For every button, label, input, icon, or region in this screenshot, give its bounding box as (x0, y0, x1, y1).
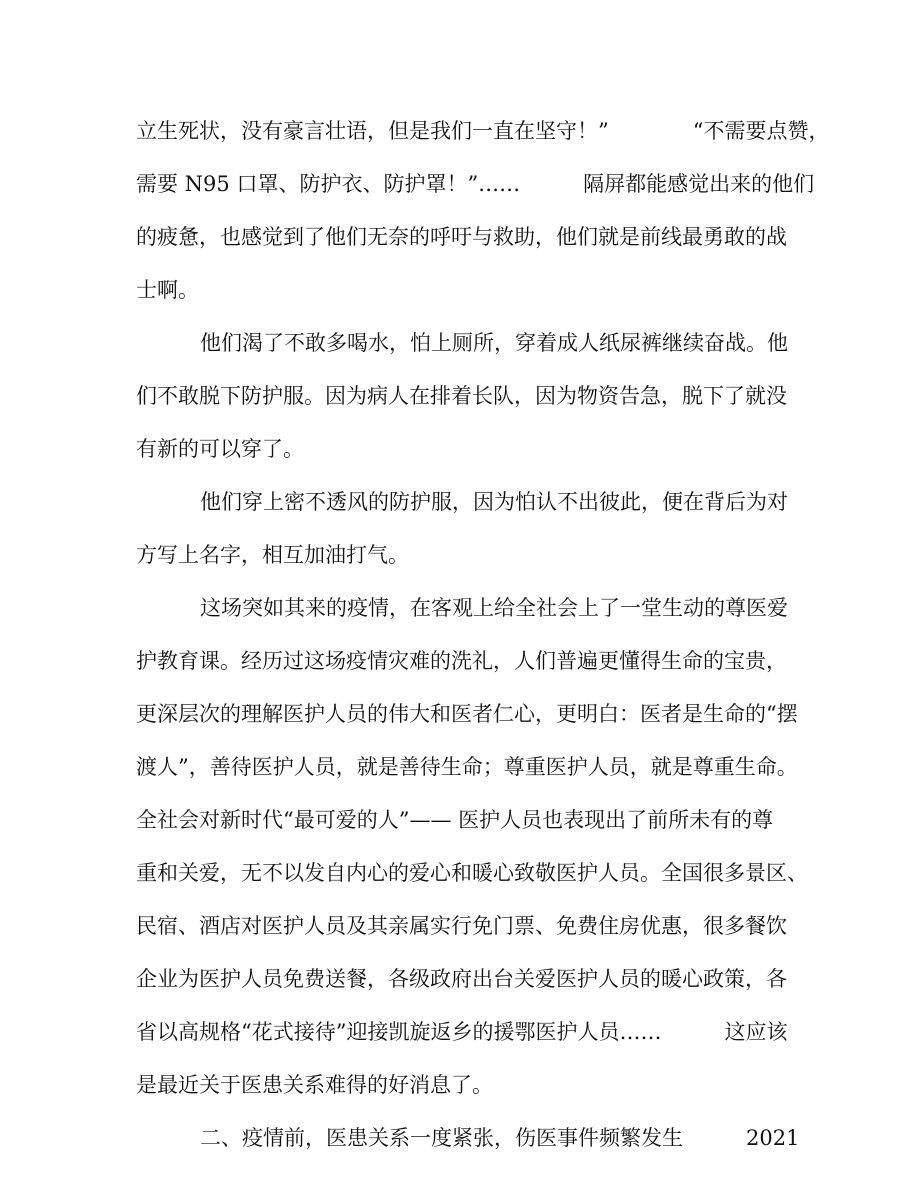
text-line-6: 们不敢脱下防护服。因为病人在排着长队，因为物资告急，脱下了就没 (136, 384, 787, 408)
text-line-2: 需要 N95 口罩、防护衣、防护罩！”…… 隔屏都能感觉出来的他们 (136, 172, 815, 196)
text-line-13: 渡人”，善待医护人员，就是善待生命；尊重医护人员，就是尊重生命。 (136, 755, 798, 779)
text-line-4: 士啊。 (136, 278, 199, 302)
text-line-14: 全社会对新时代“最可爱的人”—— 医护人员也表现出了前所未有的尊 (136, 808, 774, 832)
text-line-7: 有新的可以穿了。 (136, 437, 304, 461)
text-line-16: 民宿、酒店对医护人员及其亲属实行免门票、免费住房优惠，很多餐饮 (136, 914, 787, 938)
text-line-1: 立生死状，没有豪言壮语，但是我们一直在坚守！” “不需要点赞， (136, 119, 830, 143)
text-line-15: 重和关爱，无不以发自内心的爱心和暖心致敬医护人员。全国很多景区、 (136, 861, 808, 885)
text-line-3: 的疲惫，也感觉到了他们无奈的呼吁与救助，他们就是前线最勇敢的战 (136, 225, 787, 249)
text-line-19: 是最近关于医患关系难得的好消息了。 (136, 1073, 493, 1097)
text-line-9: 方写上名字，相互加油打气。 (136, 543, 409, 567)
text-line-18: 省以高规格“花式接待”迎接凯旋返乡的援鄂医护人员…… 这应该 (136, 1020, 788, 1044)
text-line-20: 二、疫情前，医患关系一度紧张，伤医事件频繁发生 2021 (200, 1126, 800, 1150)
text-line-11: 护教育课。经历过这场疫情灾难的洗礼，人们普遍更懂得生命的宝贵， (136, 649, 787, 673)
text-line-5: 他们渴了不敢多喝水，怕上厕所，穿着成人纸尿裤继续奋战。他 (200, 331, 788, 355)
text-line-12: 更深层次的理解医护人员的伟大和医者仁心，更明白：医者是生命的“摆 (136, 702, 798, 726)
text-line-8: 他们穿上密不透风的防护服，因为怕认不出彼此，便在背后为对 (200, 490, 788, 514)
text-line-10: 这场突如其来的疫情，在客观上给全社会上了一堂生动的尊医爱 (200, 596, 788, 620)
text-line-17: 企业为医护人员免费送餐，各级政府出台关爱医护人员的暖心政策，各 (136, 967, 787, 991)
